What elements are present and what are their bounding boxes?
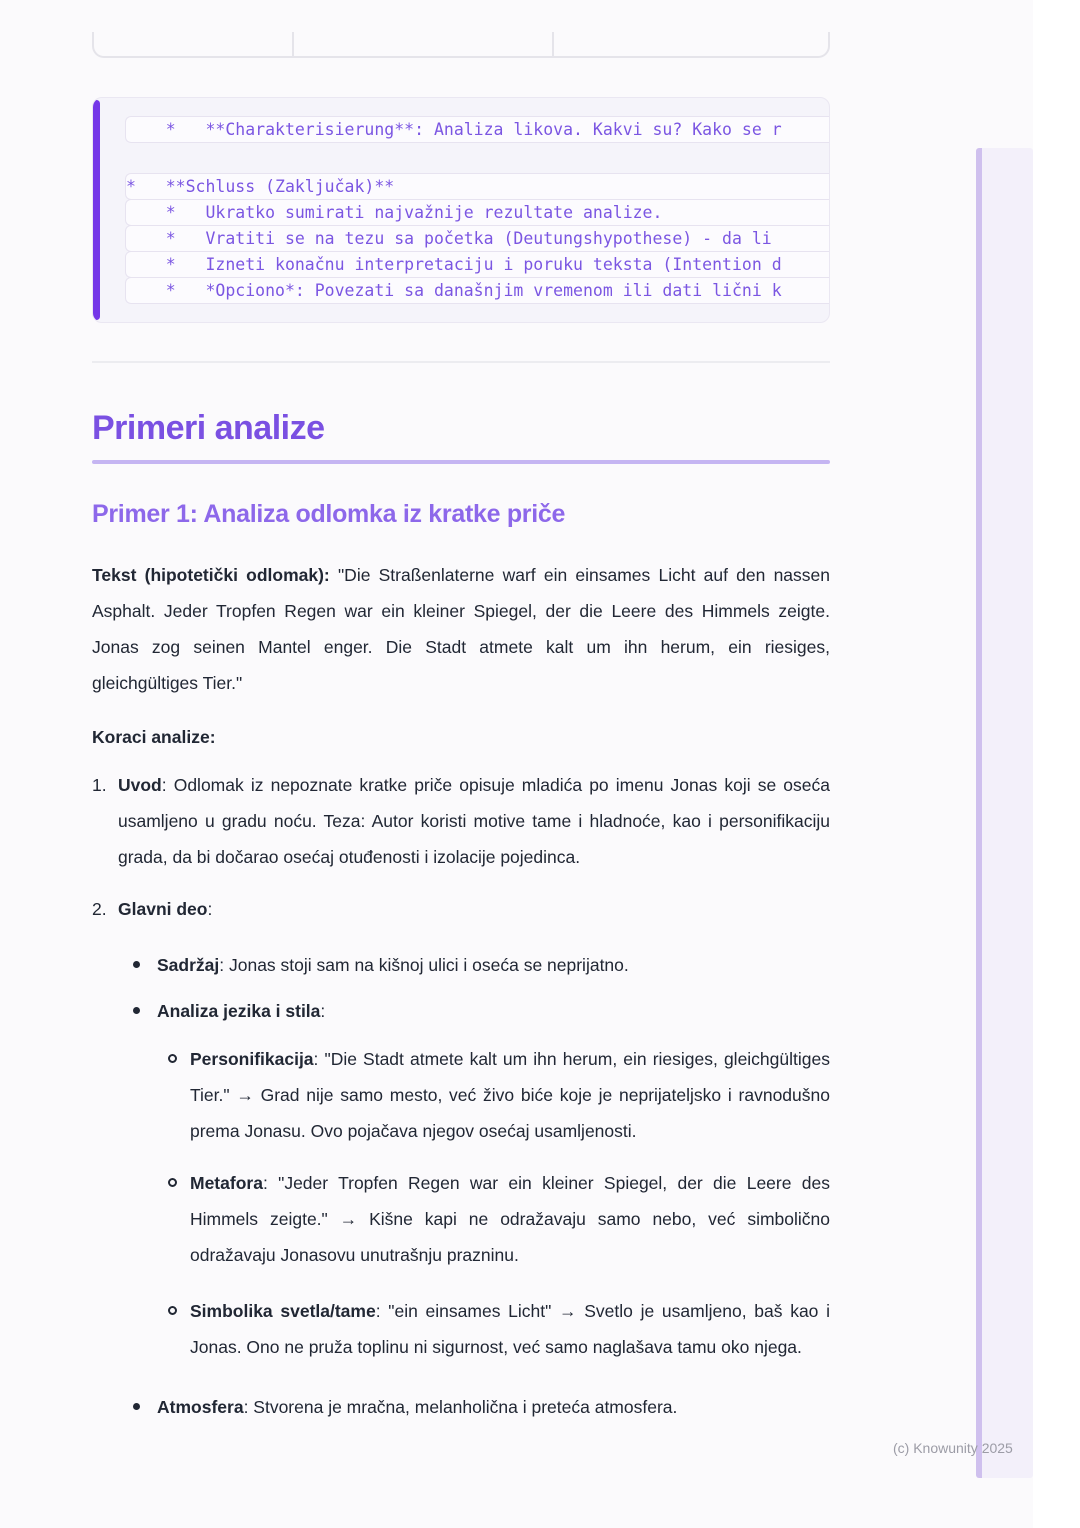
sub-bullet-item-personifikacija	[92, 1041, 830, 1149]
list-number: 1.	[92, 775, 107, 795]
item-text: :	[207, 899, 213, 919]
bullet-dot-icon	[133, 1403, 140, 1410]
item-text: : Jonas stoji sam na kišnoj ulici i oseća se neprijatno.	[219, 955, 629, 975]
bullet-circle-icon	[168, 1306, 177, 1315]
item-label: Uvod	[118, 775, 162, 795]
sub-bullet-item-metafora	[92, 1165, 830, 1273]
item-label: Simbolika svetla/tame	[190, 1301, 376, 1321]
code-block	[92, 97, 830, 323]
bullet-circle-icon	[168, 1054, 177, 1063]
bullet-circle-icon	[168, 1178, 177, 1187]
bullet-dot-icon	[133, 961, 140, 968]
code-line: * Izneti konačnu interpretaciju i poruku teksta (Intention d	[125, 251, 829, 278]
item-label: Glavni deo	[118, 899, 208, 919]
item-text: : "Jeder Tropfen Regen war ein kleiner Spiegel, der die Leere des Himmels zeigte." → Kišne kapi ne odražavaju samo nebo, već simbolično odražavaju Jonasovu unutrašnju prazninu.	[190, 1173, 830, 1265]
item-label: Personifikacija	[190, 1049, 314, 1069]
code-line: * Ukratko sumirati najvažnije rezultate analize.	[125, 199, 829, 226]
bullet-item-analiza-jezika	[92, 993, 830, 1029]
numbered-item-glavni-deo	[92, 891, 830, 927]
item-label: Atmosfera	[157, 1397, 244, 1417]
code-line: * Vratiti se na tezu sa početka (Deutungshypothese) - da li	[125, 225, 829, 252]
copyright-note: (c) Knowunity 2025	[893, 1440, 1013, 1456]
bullet-dot-icon	[133, 1007, 140, 1014]
section-subtitle: Primer 1: Analiza odlomka iz kratke priče	[92, 500, 566, 528]
item-text: : "ein einsames Licht" → Svetlo je usamljeno, baš kao i Jonas. Ono ne pruža toplinu ni sigurnost, već samo naglašava tamu oko njega.	[190, 1301, 830, 1357]
item-text: : Odlomak iz nepoznate kratke priče opisuje mladića po imenu Jonas koji se oseća usamljeno u gradu noću. Teza: Autor koristi motive tame i hladnoće, kao i personifikaciju grada, da bi dočarao osećaj otuđenosti i izolacije pojedinca.	[118, 775, 830, 867]
page-edge-band	[976, 148, 1033, 1478]
bullet-item-sadrzaj	[92, 947, 830, 983]
table-column-divider	[292, 32, 294, 56]
intro-label: Tekst (hipotetički odlomak):	[92, 565, 330, 585]
table-column-divider	[552, 32, 554, 56]
sub-bullet-item-simbolika	[92, 1293, 830, 1365]
table-bottom-remnant	[92, 32, 830, 58]
title-underline	[92, 460, 830, 464]
list-number: 2.	[92, 899, 107, 919]
code-line-gap	[125, 143, 829, 173]
item-text: : "Die Stadt atmete kalt um ihn herum, ein riesiges, gleichgültiges Tier." → Grad nije samo mesto, već živo biće koje je neprijateljsko i ravnodušno prema Jonasu. Ovo pojačava njegov osećaj usamljenosti.	[190, 1049, 830, 1141]
item-label: Analiza jezika i stila	[157, 1001, 321, 1021]
code-line: * **Schluss (Zaključak)**	[125, 173, 829, 200]
item-label: Sadržaj	[157, 955, 220, 975]
intro-text: "Die Straßenlaterne warf ein einsames Licht auf den nassen Asphalt. Jeder Tropfen Regen war ein kleiner Spiegel, der die Leere des Himmels zeigte. Jonas zog seinen Mantel enger. Die Stadt atmete kalt um ihn herum, ein riesiges, gleichgültiges Tier."	[92, 565, 831, 693]
section-divider	[92, 361, 830, 363]
bullet-item-atmosfera	[92, 1389, 830, 1425]
intro-paragraph	[92, 557, 830, 701]
item-label: Metafora	[190, 1173, 263, 1193]
numbered-item-uvod	[92, 767, 830, 875]
item-text: : Stvorena je mračna, melanholična i preteća atmosfera.	[243, 1397, 678, 1417]
document-content	[92, 0, 830, 1425]
page-title: Primeri analize	[92, 409, 325, 447]
code-line: * **Charakterisierung**: Analiza likova. Kakvi su? Kako se r	[125, 116, 829, 143]
code-line: * *Opciono*: Povezati sa današnjim vremenom ili dati lični k	[125, 277, 829, 304]
item-text: :	[320, 1001, 326, 1021]
steps-heading: Koraci analize:	[92, 727, 216, 747]
